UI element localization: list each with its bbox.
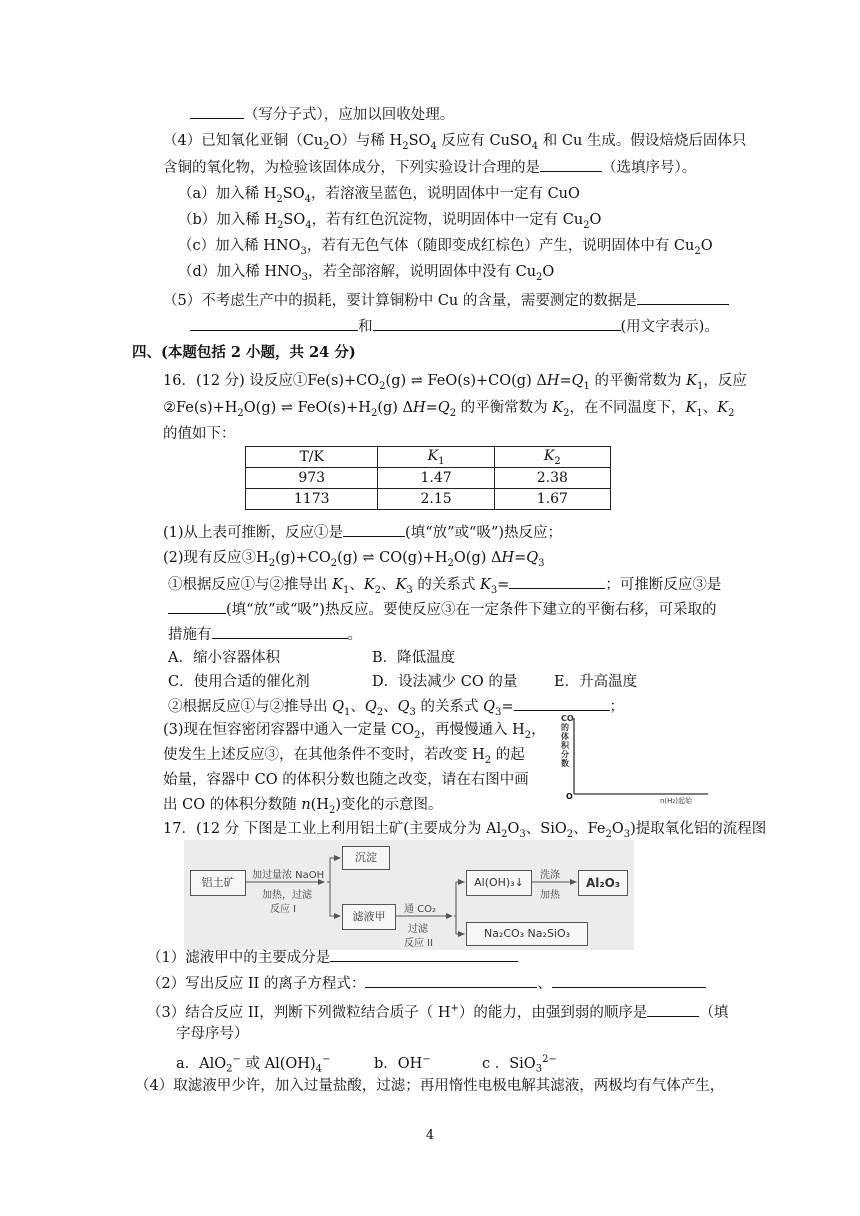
- step3-wash: 洗涤: [540, 870, 560, 881]
- answer-blank: [647, 1002, 699, 1017]
- precipitate-box: 沉淀: [342, 846, 390, 870]
- equilibrium-arrow-icon: ⇌: [410, 373, 423, 389]
- answer-blank: [540, 157, 602, 172]
- q16-part1: (1)从上表可推断，反应①是 (填“放”或“吸”)热反应；: [163, 522, 562, 543]
- q16-part3-line1: (3)现在恒容密闭容器中通入一定量 $CO_2$，再慢慢通入 $H_2$，: [163, 722, 546, 741]
- graph-y-label: CO 的 体 积 分 数: [561, 714, 574, 768]
- option-a: A．缩小容器体积: [168, 650, 280, 666]
- filtrate-box: 滤液甲: [342, 904, 396, 930]
- table-cell: 1173: [246, 489, 378, 510]
- q16-part2-sub1-line3: 措施有 。: [168, 624, 362, 645]
- delta-icon: Δ: [402, 400, 414, 416]
- table-header-cell: $K_2$: [494, 447, 610, 468]
- q17-part2: （2）写出反应 II 的离子方程式： 、: [147, 973, 706, 994]
- step1-condition: 加热，过滤: [262, 890, 312, 901]
- q16-part2-sub2: ②根据反应①与②推导出 $Q_1$、$Q_2$、$Q_3$ 的关系式 $Q_3=$ ；: [168, 696, 624, 723]
- table-cell: 2.15: [378, 489, 494, 510]
- equilibrium-arrow-icon: ⇌: [362, 550, 375, 566]
- answer-blank: [365, 973, 537, 988]
- q17-part4: （4）取滤液甲少许，加入过量盐酸，过滤；再用惰性电极电解其滤液，两极均有气体产生，: [135, 1078, 725, 1094]
- q15-option-b: （b）加入稀 $H_2SO_4$，若有红色沉淀物，说明固体中一定有 $Cu_2O$: [178, 212, 602, 231]
- answer-blank: [168, 599, 226, 614]
- q16-choice-row2: [168, 672, 638, 692]
- answer-blank: [190, 104, 244, 119]
- equilibrium-arrow-icon: ⇌: [280, 400, 294, 416]
- option-c: C．使用合适的催化剂: [168, 674, 310, 690]
- graph-axes: [556, 712, 716, 804]
- q15-option-c: （c）加入稀 $HNO_3$，若有无色气体（随即变成红棕色）产生，说明固体中有 $Cu_2O$: [178, 238, 713, 257]
- answer-blank: [552, 973, 706, 988]
- table-cell: 2.38: [494, 468, 610, 489]
- q17-part3-options: a．AlO$_2$− 或 $Al(OH)_4^-$ b．OH− c ．SiO$_3^{2-}$: [176, 1050, 330, 1080]
- delta-icon: Δ: [536, 373, 547, 389]
- aluminum-hydroxide-box: Al(OH)₃↓: [466, 870, 532, 896]
- step2-reagent: 通 CO₂: [404, 904, 437, 915]
- q16-part2: (2)现有反应$③H_2(g)+CO_2(g)$ ⇌ $CO(g)+H_2O(g)$ $\Delta H=Q_3$: [163, 550, 545, 569]
- q17-part3-line2: 字母序号）: [176, 1026, 249, 1042]
- table-cell: 1.67: [494, 489, 610, 510]
- q16-part3-line4: 出 CO 的体积分数随 $n(H_2)$变化的示意图。: [163, 797, 443, 816]
- answer-blank: [509, 574, 605, 589]
- co-fraction-graph[interactable]: [556, 712, 716, 804]
- q15-line1: （写分子式），应加以回收处理。: [190, 104, 454, 125]
- q17-part1: （1）滤液甲中的主要成分是: [147, 947, 518, 968]
- answer-blank: [373, 316, 621, 331]
- answer-blank: [190, 316, 358, 331]
- page-number: 4: [425, 1128, 435, 1143]
- table-header-cell: $K_1$: [378, 447, 494, 468]
- graph-x-label: n(H₂)起始: [660, 797, 692, 805]
- step1-reagent: 加过量浓 NaOH: [252, 870, 325, 881]
- q17-line1: 17．(12 分 下图是工业上利用铝土矿(主要成分为 $Al_2O_3$、SiO$_2$、$Fe_2O_3$)提取氧化铝的流程图: [163, 821, 767, 840]
- equilibrium-constant-table: [245, 446, 611, 510]
- q16-line2: $②Fe(s)+H_2O(g)$ ⇌ $FeO(s)+H_2(g)$ $\Delta H=Q_2$ 的平衡常数为 $K_2$，在不同温度下，$K_1$、$K_2$: [163, 400, 735, 419]
- delta-icon: Δ: [491, 550, 502, 566]
- alumina-box: Al₂O₃: [578, 870, 628, 896]
- q15-part4-line1: （4）已知氧化亚铜$(Cu_2O)$与稀 $H_2SO_4$ 反应有 CuSO$_4$ 和 Cu 生成。假设焙烧后固体只: [163, 133, 747, 152]
- table-row: [246, 489, 611, 510]
- q15-part5-line1: （5）不考虑生产中的损耗，要计算铜粉中 Cu 的含量，需要测定的数据是: [163, 290, 729, 311]
- q16-part2-sub1-line2: (填“放”或“吸”)热反应。要使反应③在一定条件下建立的平衡右移，可采取的: [168, 599, 716, 620]
- answer-blank: [637, 290, 729, 305]
- answer-blank: [343, 522, 405, 537]
- q17-part3: （3）结合反应 II，判断下列微粒结合质子（ H+）的能力，由强到弱的顺序是 （填: [147, 1003, 729, 1021]
- q15-part4-line2: 含铜的氧化物，为检验该固体成分，下列实验设计合理的是 （选填序号）。: [163, 157, 696, 178]
- q16-part2-sub1: ①根据反应①与②推导出 $K_1$、$K_2$、$K_3$ 的关系式 $K_3=$ ；可推断反应③是: [168, 574, 721, 601]
- table-cell: 1.47: [378, 468, 494, 489]
- q16-part3-line2: 使发生上述反应③，在其他条件不变时，若改变 $H_2$ 的起: [163, 747, 525, 766]
- q15-option-a: （a）加入稀 $H_2SO_4$，若溶液呈蓝色，说明固体中一定有 CuO: [178, 186, 580, 205]
- q16-line3: 的值如下：: [163, 426, 236, 442]
- salts-box: Na₂CO₃ Na₂SiO₃: [466, 922, 588, 946]
- process-flowchart: [184, 840, 634, 950]
- q16-part3-line3: 始量，容器中 CO 的体积分数也随之改变，请在右图中画: [163, 772, 529, 788]
- table-header-cell: T/K: [246, 447, 378, 468]
- option-b: B．降低温度: [372, 650, 456, 666]
- q16-line1: 16．(12 分) 设反应$①Fe(s)+CO_2(g)$ ⇌ FeO(s)+CO(g) $\Delta H=Q_1$ 的平衡常数为 $K_1$，反应: [163, 373, 747, 392]
- graph-origin: O: [566, 792, 573, 801]
- step2-condition: 过滤: [408, 924, 428, 935]
- q15-option-d: （d）加入稀 $HNO_3$，若全部溶解，说明固体中没有 $Cu_2O$: [178, 264, 555, 283]
- q16-choice-row1: [168, 648, 456, 668]
- q15-part5-line2: 和 (用文字表示)。: [190, 316, 719, 337]
- option-d: D．设法减少 CO 的量: [372, 674, 518, 690]
- answer-blank: [514, 696, 610, 711]
- table-header-row: [246, 447, 611, 468]
- option-b: b．OH−: [374, 1054, 431, 1072]
- step3-heat: 加热: [540, 890, 560, 901]
- step2-label: 反应 II: [404, 938, 434, 949]
- option-c: c ．SiO$_3^{2-}$: [482, 1054, 557, 1075]
- table-row: [246, 468, 611, 489]
- section-heading: 四、(本题包括 2 小题，共 24 分): [132, 344, 356, 361]
- answer-blank: [212, 624, 348, 639]
- answer-blank: [330, 947, 518, 962]
- step1-label: 反应 I: [270, 904, 297, 915]
- bauxite-box: 铝土矿: [190, 870, 246, 896]
- table-cell: 973: [246, 468, 378, 489]
- option-e: E．升高温度: [554, 674, 638, 690]
